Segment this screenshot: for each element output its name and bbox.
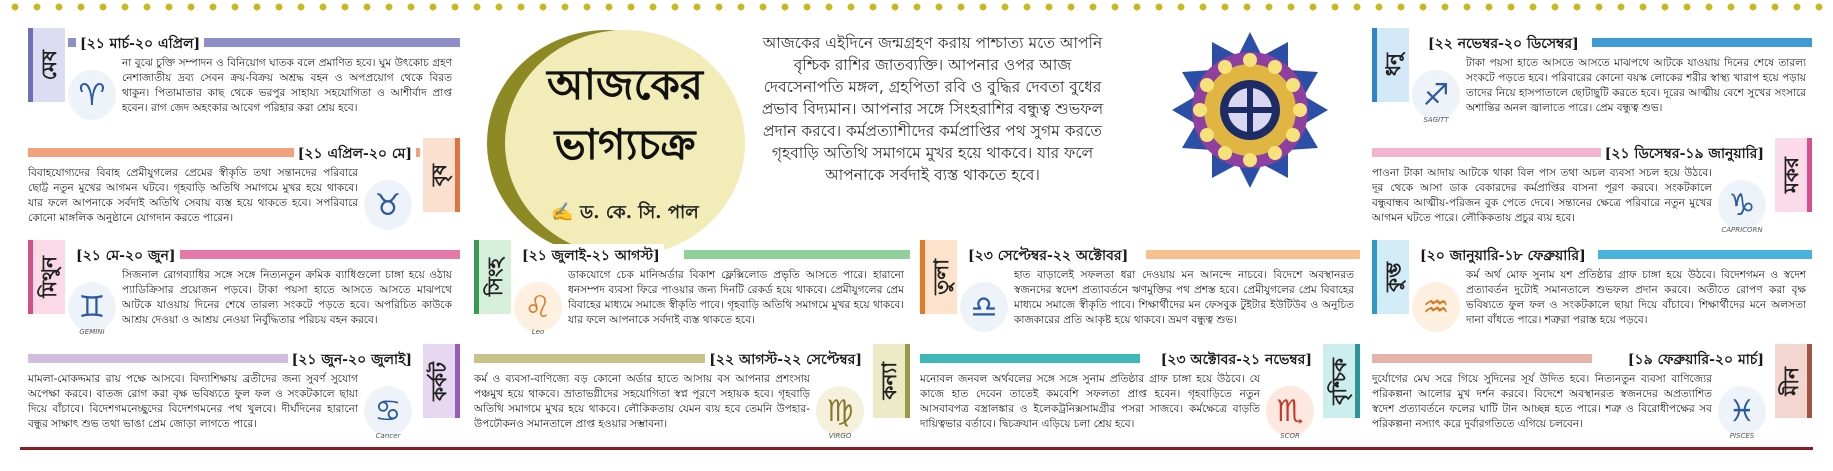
date-bar bbox=[178, 250, 460, 259]
sign-brisha bbox=[28, 138, 460, 234]
lion-icon: ♌ Leo bbox=[514, 282, 562, 332]
sign-singha bbox=[474, 240, 910, 336]
dotted-border-top bbox=[0, 0, 1833, 14]
sign-tab-kanya: কন্যা bbox=[873, 344, 910, 418]
date-bar bbox=[920, 354, 1140, 363]
date-range-tula: [২৩ সেপ্টেম্বর-২২ অক্টোবর] bbox=[964, 244, 1132, 268]
twins-icon: ♊ GEMINI bbox=[68, 282, 116, 332]
date-range-makar: [২১ ডিসেম্বর-১৯ জানুয়ারি] bbox=[1601, 142, 1768, 166]
crab-icon: ♋ Cancer bbox=[364, 386, 412, 436]
sign-tab-mithun: মিথুন bbox=[28, 240, 65, 314]
date-range-brishchik: [২৩ অক্টোবর-২১ নভেম্বর] bbox=[1157, 348, 1316, 372]
sign-tab-tula: তুলা bbox=[920, 240, 957, 314]
date-range-meen: [১৯ ফেব্রুয়ারি-২০ মার্চ] bbox=[1624, 348, 1768, 372]
date-bar bbox=[1592, 38, 1812, 47]
sign-tab-makar: মকর bbox=[1775, 138, 1812, 212]
sign-kumbha bbox=[1372, 240, 1812, 336]
zodiac-wheel-icon bbox=[1170, 30, 1330, 190]
sign-meen bbox=[1372, 344, 1812, 444]
date-range-karkat: [২১ জুন-২০ জুলাই] bbox=[288, 348, 416, 372]
sign-tab-brisha: বৃষ bbox=[423, 138, 460, 212]
date-range-mesh: [২১ মার্চ-২০ এপ্রিল] bbox=[76, 32, 204, 56]
sign-tab-mesh: মেষ bbox=[28, 28, 65, 102]
virgo-icon: ♍ VIRGO bbox=[816, 386, 864, 436]
pen-icon: ✍ bbox=[551, 202, 574, 223]
water-bearer-icon: ♒ bbox=[1412, 282, 1460, 332]
prediction-mithun: সিজনাল রোগব্যাধির সঙ্গে সঙ্গে নিত্যনতুন ক্রমিক ব্যাধিগুলো চাঙ্গা হয়ে ওঠায় প্যাডিক্রিসার প্রয়োজন পড়বে। টাকা পয়সা হাতে আসতে আসতে মাঝপথে আটকে যাওয়ায় দিনের শেষে তারল্য সংকটে পড়তে হবে। অপরিচিত কাউকে আশ্রয় দেওয়া ও আশ্রয় নেওয়া নির্বুদ্ধিতার পরিচয় বহন করবে। bbox=[122, 269, 452, 326]
date-bar bbox=[1372, 148, 1612, 157]
sign-makar bbox=[1372, 138, 1812, 234]
fish-icon: ♓ PISCES bbox=[1718, 386, 1766, 436]
intro-text: আজকের এইদিনে জন্মগ্রহণ করায় পাশ্চাত্য মতে আপনি বৃশ্চিক রাশির জাতব্যক্তি। আপনার ওপর আজ দেবসেনাপতি মঙ্গল, গ্রহপিতা রবি ও বুদ্ধির দেবতা বুধের প্রভাব বিদ্যমান। আপনার সঙ্গে সিংহরাশির বন্ধুত্ব শুভফল প্রদান করবে। কর্মপ্রত্যাশীদের কর্মপ্রাপ্তির পথ সুগম করতে গৃহবাড়ি অতিথি সমাগমে মুখর হয়ে থাকবে। যার ফলে আপনাকে সর্বদাই ব্যস্ত থাকতে হবে। bbox=[761, 34, 1104, 184]
bull-icon: ♉ bbox=[364, 180, 412, 230]
date-bar bbox=[474, 354, 710, 363]
ram-icon: ♈ bbox=[68, 70, 116, 120]
sign-karkat bbox=[28, 344, 460, 444]
sign-tab-dhanu: ধনু bbox=[1372, 28, 1409, 102]
date-bar bbox=[1146, 250, 1360, 259]
title-line-1: আজকের bbox=[547, 60, 703, 109]
sign-mesh bbox=[28, 28, 460, 130]
bottom-rule bbox=[20, 447, 1813, 450]
prediction-brisha: বিবাহযোগ্যদের বিবাহ প্রেমীযুগলের প্রেমের স্বীকৃতি তথা সন্তানদের পরিবারে ছোট্ট নতুন মুখের আগমন ঘটবে। গৃহবাড়ি অতিথি সমাগমে মুখর হয়ে থাকবে। যার ফলে আপনাকে সর্বদাই অতিথি সেবায় ব্যস্ত হয়ে থাকতে হবে। সপরিবারে কোনো মাঙ্গলিক অনুষ্ঠানে যোগদান করতে পারেন। bbox=[28, 167, 358, 224]
sign-dhanu bbox=[1372, 28, 1812, 130]
prediction-makar: পাওনা টাকা আদায় আটকে থাকা বিল পাস তথা অচল ব্যবসা সচল হয়ে উঠবে। দূর থেকে আসা ডাক বেকারদের কর্মপ্রাপ্তির বাসনা পূরণ করবে। সংকটকালে বন্ধুবান্ধব আত্মীয়-পরিজন বুক পেতে দেবে। সন্তানের ক্ষেত্রে পরিবারে নতুন মুখের আগমন ঘটতে পারে। লৌকিকতায় প্রচুর ব্যয় হবে। bbox=[1372, 167, 1712, 224]
sign-brishchik bbox=[920, 344, 1360, 444]
sign-tab-singha: সিংহ bbox=[474, 240, 511, 314]
title-line-2: ভাগ্যচক্র bbox=[554, 120, 696, 169]
date-bar bbox=[1372, 354, 1592, 363]
date-bar bbox=[1598, 250, 1812, 259]
sign-kanya bbox=[474, 344, 910, 444]
title-disc bbox=[505, 30, 745, 256]
date-range-kanya: [২২ আগস্ট-২২ সেপ্টেম্বর] bbox=[705, 348, 866, 372]
prediction-brishchik: মনোবল জনবল অর্থবলের সঙ্গে সঙ্গে সুনাম প্রতিষ্ঠার গ্রাফ চাঙ্গা হয়ে উঠবে। যে কাজে হাত দেবেন তাতেই কমবেশি সফলতা প্রাপ্ত হবেন। গৃহবাড়িতে নতুন আসবাবপত্র বস্ত্রালঙ্কার ও ইলেকট্রনিক্সসামগ্রীর পসরা সাজবে। কর্মক্ষেত্রে বাড়তি দায়িত্বভার বর্তাবে। দ্বিচক্রযান এড়িয়ে চলা শ্রেয় হবে। bbox=[920, 373, 1260, 430]
archer-icon: ♐ SAGITT bbox=[1412, 70, 1460, 120]
sign-tab-kumbha: কুম্ভ bbox=[1372, 240, 1409, 314]
prediction-mesh: না বুঝে চুক্তি সম্পাদন ও বিনিয়োগ ঘাতক বলে প্রমাণিত হবে। ঘুম উৎকোচ গ্রহণ নেশাজাতীয় দ্রব্য সেবন ক্রয়-বিক্রয় অশ্রদ্ধ বহন ও অপপ্রয়োগ থেকে বিরত থাকুন। পিতামাতার কাছ থেকে ভরপুর সাহায্য সহযোগিতা ও আশীর্বাদ প্রাপ্ত হবেন। রাগ জেদ অহংকার আবেগ পরিহার করা শ্রেয় হবে। bbox=[122, 57, 452, 114]
date-range-kumbha: [২০ জানুয়ারি-১৮ ফেব্রুয়ারি] bbox=[1416, 244, 1590, 268]
sign-tab-brishchik: বৃশ্চিক bbox=[1323, 344, 1360, 418]
prediction-kumbha: কর্ম অর্থ মোফ সুনাম যশ প্রতিষ্ঠার গ্রাফ চাঙ্গা হয়ে উঠবে। বিদেশগমন ও স্বদেশ প্রত্যাবর্তন দুটোই সমানতালে শুভফল প্রদান করবে। অতীতে রোপণ করা বৃক্ষ ভবিষ্যতে ফুল ফল ও সংকটকালে ছায়া দিয়ে বাঁচাবে। শিক্ষার্থীদের মনে অলসতা দানা বাঁধতে পারে। শত্রুরা পরাস্ত হয়ে পড়বে। bbox=[1466, 269, 1806, 326]
prediction-kanya: কর্ম ও ব্যবসা-বাণিজ্যে বড় কোনো অর্ডার হাতে আসায় বস আপনার প্রশংসায় পঞ্চমুখ হয়ে থাকবে। ভ্রাতাভগ্নীদের সহযোগিতা স্বপ্ন পূরণে সহায়ক হবে। গৃহবাড়ি অতিথি সমাগমে মুখর হয়ে থাকবে। লৌকিকতায় যেমন ব্যয় হবে তেমনি উপহার-উপঢৌকনও সমানতালে প্রাপ্ত হওয়ার সম্ভাবনা। bbox=[474, 373, 810, 430]
goat-icon: ♑ CAPRICORN bbox=[1718, 180, 1766, 230]
sign-tab-meen: মীন bbox=[1775, 344, 1812, 418]
sign-mithun bbox=[28, 240, 460, 336]
author-byline bbox=[505, 198, 745, 229]
date-range-singha: [২১ জুলাই-২১ আগস্ট] bbox=[518, 244, 664, 268]
prediction-tula: হাত বাড়ালেই সফলতা ধরা দেওয়ায় মন আনন্দে নাচবে। বিদেশে অবস্থানরত স্বজনদের স্বদেশ প্রত্যাবর্তনে ঋণমুক্তির পথ প্রশস্ত হবে। প্রেমীযুগলের প্রেম বিবাহের মাধ্যমে সমাজে স্বীকৃতি পাবে। শিক্ষার্থীদের মন ফেসবুক টুইটার ইউটিউব ও অনুচিত কাজকারের প্রতি আকৃষ্ট হয়ে থাকবে। ভ্রমণ বন্ধুত্ব শুভ। bbox=[1014, 269, 1354, 326]
prediction-singha: ডাকযোগে চেক মানিঅর্ডার বিকাশ ফ্লেক্সিলোড প্রভৃতি আসতে পারে। হারানো ধনসম্পদ ব্যবসা ফিরে পাওয়ার জন্য দিনটি রেকর্ড হয়ে থাকবে। প্রেমীযুগলের প্রেম বিবাহের মাধ্যমে সমাজে স্বীকৃতি পাবে। গৃহবাড়ি অতিথি সমাগমে মুখর হয়ে থাকবে। যার ফলে আপনাকে সর্বদাই ব্যস্ত থাকতে হবে। bbox=[568, 269, 904, 326]
sign-tab-karkat: কর্কট bbox=[423, 344, 460, 418]
date-bar bbox=[28, 354, 290, 363]
prediction-meen: দুর্যোগের মেঘ সরে গিয়ে সুদিনের সূর্য উদিত হবে। নিত্যনতুন ব্যবসা বাণিজ্যের পরিকল্পনা আলোর মুখ দর্শন করবে। বিদেশে অবস্থানরত স্বজনদের অপ্রত্যাশিত স্বদেশ প্রত্যাবর্তনে ফলের ঘাটি টান আচ্ছন্ন হতে পারে। শত্রু ও বিরোধীপক্ষের সব পরিকল্পনা নস্যাৎ করে দুর্বারগতিতে এগিয়ে চলবেন। bbox=[1372, 373, 1712, 430]
date-range-brisha: [২১ এপ্রিল-২০ মে] bbox=[294, 142, 416, 166]
prediction-dhanu: টাকা পয়সা হাতে আসতে আসতে মাঝপথে আটকে যাওয়ায় দিনের শেষে তারল্য সংকটে পড়তে হবে। পরিবারের কোনো বয়স্ক লোকের শরীর স্বাস্থ্য খারাপ হয়ে পড়ায় তাদের নিয়ে হাসপাতালে ছোটাছুটি করতে হবে। দূরের আত্মীয় বেশে সুখের সংসারে অশান্তির অনল জ্বালাতে পারে। প্রেম বন্ধুত্ব শুভ। bbox=[1466, 57, 1806, 114]
sign-tula bbox=[920, 240, 1360, 336]
scorpion-icon: ♏ SCOR bbox=[1266, 386, 1314, 436]
author-name: ড. কে. সি. পাল bbox=[580, 202, 699, 223]
date-bar bbox=[684, 250, 910, 259]
prediction-karkat: মামলা-মোকদ্দমার রায় পক্ষে আসবে। বিদ্যাশিক্ষায় ব্রতীদের জন্য সুবর্ণ সুযোগ অপেক্ষা করবে। বাতজ রোগ করা বৃক্ষ ভবিষ্যতে ফুল ফল ও সংকটকালে ছায়া দিয়ে বাঁচাবে। বিদেশগমনেচ্ছুদের বিদেশগমনের পথ খুলবে। দীর্ঘদিনের হারানো বন্ধুর সাক্ষাৎ শুভ তথা ভাঙা প্রেম জোড়া লাগতে পারে। bbox=[28, 373, 358, 430]
date-range-dhanu: [২২ নভেম্বর-২০ ডিসেম্বর] bbox=[1424, 32, 1583, 56]
scales-icon: ♎ bbox=[960, 282, 1008, 332]
date-range-mithun: [২১ মে-২০ জুন] bbox=[72, 244, 180, 268]
